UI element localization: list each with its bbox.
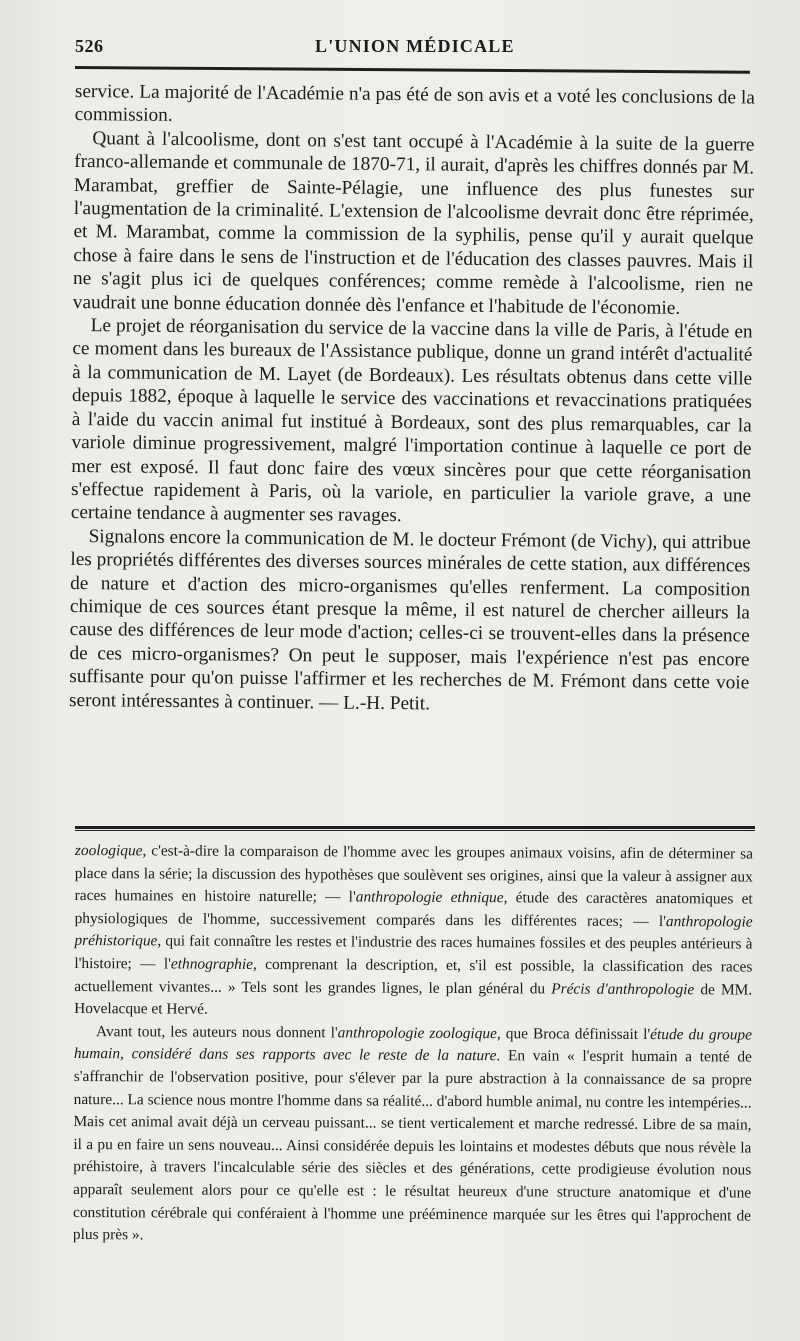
page-number: 526 [75, 36, 104, 56]
italic-term: zoologique [74, 842, 143, 860]
paragraph-4 [69, 525, 751, 719]
page-header [75, 30, 750, 60]
footnote-text: de MM. Hovelacque et Hervé. [74, 980, 753, 1018]
italic-term: anthropologie ethnique [355, 888, 504, 907]
italic-definition: étude du groupe humain, considéré dans ses rapports avec le reste de la nature [73, 1025, 753, 1065]
paragraph-2: Quant à l'alcoolisme, dont on s'est tant occupé à l'Académie à la suite de la guerre franco-allemande et communale de 1870-71, il aurait, d'après les chiffres donnés par M. Marambat, greffier de Sainte-Pélagie, une influence des plus funestes sur l'augmentation de la criminalité. L'extension de l'alcoolisme devrait donc être réprimée, et M. Marambat, comme la commission de la syphilis, pense qu'il y aurait quelque chose à faire dans le sens de l'instruction et de l'éducation des classes pauvres. Mais il ne s'agit plus ici de quelques conférences; comme remède à l'alcoolisme, rien ne vaudrait une bonne éducation donnée dès l'enfance et l'habitude de l'économie. [72, 127, 755, 319]
journal-title: L'UNION MÉDICALE [315, 36, 515, 56]
footnote-text: , que Broca définissait l' [496, 1024, 651, 1043]
author-signature: — L.-H. Petit. [318, 691, 431, 714]
main-text [69, 80, 755, 718]
footnote-text: , étude des caractères anatomiques et physiologiques de l'homme, successivement comparés dans les différentes races; — l' [74, 889, 753, 930]
book-title: Précis d'anthropologie [551, 980, 695, 998]
footnote-text: , comprenant la description, et, s'il est possible, la classification des races actuellement vivantes... » Tels sont les grandes lignes, le plan général du [74, 955, 753, 998]
italic-term: ethnographie [170, 955, 254, 973]
footnote-text: , qui fait connaître les restes et l'industrie des races humaines fossiles et des peuples antérieurs à l'histoire; — l' [74, 932, 753, 973]
footnote-text: , c'est-à-dire la comparaison de l'homme avec les groupes animaux voisins, afin de déterminer sa place dans la série; la discussion des hypothèses que soulèvent ses origines, ainsi que la valeur à assigner aux races humaines en histoire naturelle; — l' [74, 842, 753, 906]
paragraph-3: Le projet de réorganisation du service de la vaccine dans la ville de Paris, à l'étude en ce moment dans les bureaux de l'Assistance publique, donne un grand intérêt d'actualité à la communication de M. Layet (de Bordeaux). Les résultats obtenus dans cette ville depuis 1882, époque à laquelle le service des vaccinations et revaccinations pratiquées à l'aide du vaccin animal fut institué à Bordeaux, sont des plus remarquables, car la variole diminue progressivement, malgré l'importation continue à laquelle ce port de mer est exposé. Il faut donc faire des vœux sincères pour que cette réorganisation s'effectue rapidement à Paris, où la variole, en particulier la variole grave, a une certaine tendance à augmenter ses ravages. [70, 315, 753, 527]
footnote-block [73, 840, 753, 1250]
paragraph-1: service. La majorité de l'Académie n'a pas été de son avis et a voté les conclusions de la commission. [74, 80, 755, 127]
header-rule [75, 66, 750, 74]
footnote-paragraph-1 [74, 840, 753, 1024]
footnote-text: Avant tout, les auteurs nous donnent l' [95, 1022, 338, 1042]
paragraph-4-text: Signalons encore la communication de M. le docteur Frémont (de Vichy), qui attribue les propriétés différentes des diverses sources minérales de cette station, aux différences de nature et d'action des micro-organismes qu'elles renferment. La composition chimique de ces sources étant presque la même, il est naturel de chercher ailleurs la cause des différences de leur mode d'action; celles-ci se trouvent-elles dans la présence de ces micro-organismes? On peut le supposer, mais l'expérience n'est pas encore suffisante pour qu'on puisse l'affirmer et les recherches de M. Frémont dans cette voie seront intéressantes à continuer. [68, 525, 751, 713]
italic-term: anthropologie zoologique [337, 1024, 497, 1042]
footnote-separator [75, 826, 755, 831]
footnote-paragraph-2 [73, 1021, 752, 1250]
italic-term: anthropologie préhistorique [74, 912, 753, 950]
footnote-text: . En vain « l'esprit humain a tenté de s'affranchir de l'observation positive, pour s'élever par la pure abstraction à la connaissance de sa propre nature... La science nous montre l'homme dans sa réalité... d'abord humble animal, nu contre les intempéries... Mais cet animal avait déjà un cerveau puissant... se tient verticalement et marche redressé. Libre de sa main, il a pu en faire un sens nouveau... Ainsi considérée depuis les lointains et modestes débuts que nous révèle la préhistoire, à travers l'incalculable série des siècles et des générations, cette prodigieuse évolution nous apparaît seulement alors pour ce qu'elle est : le résultat heureux d'une structure anatomique et d'une constitution cérébrale qui conféraient à l'homme une prééminence marquée sur les êtres qui l'approchent de plus près ». [72, 1047, 752, 1244]
